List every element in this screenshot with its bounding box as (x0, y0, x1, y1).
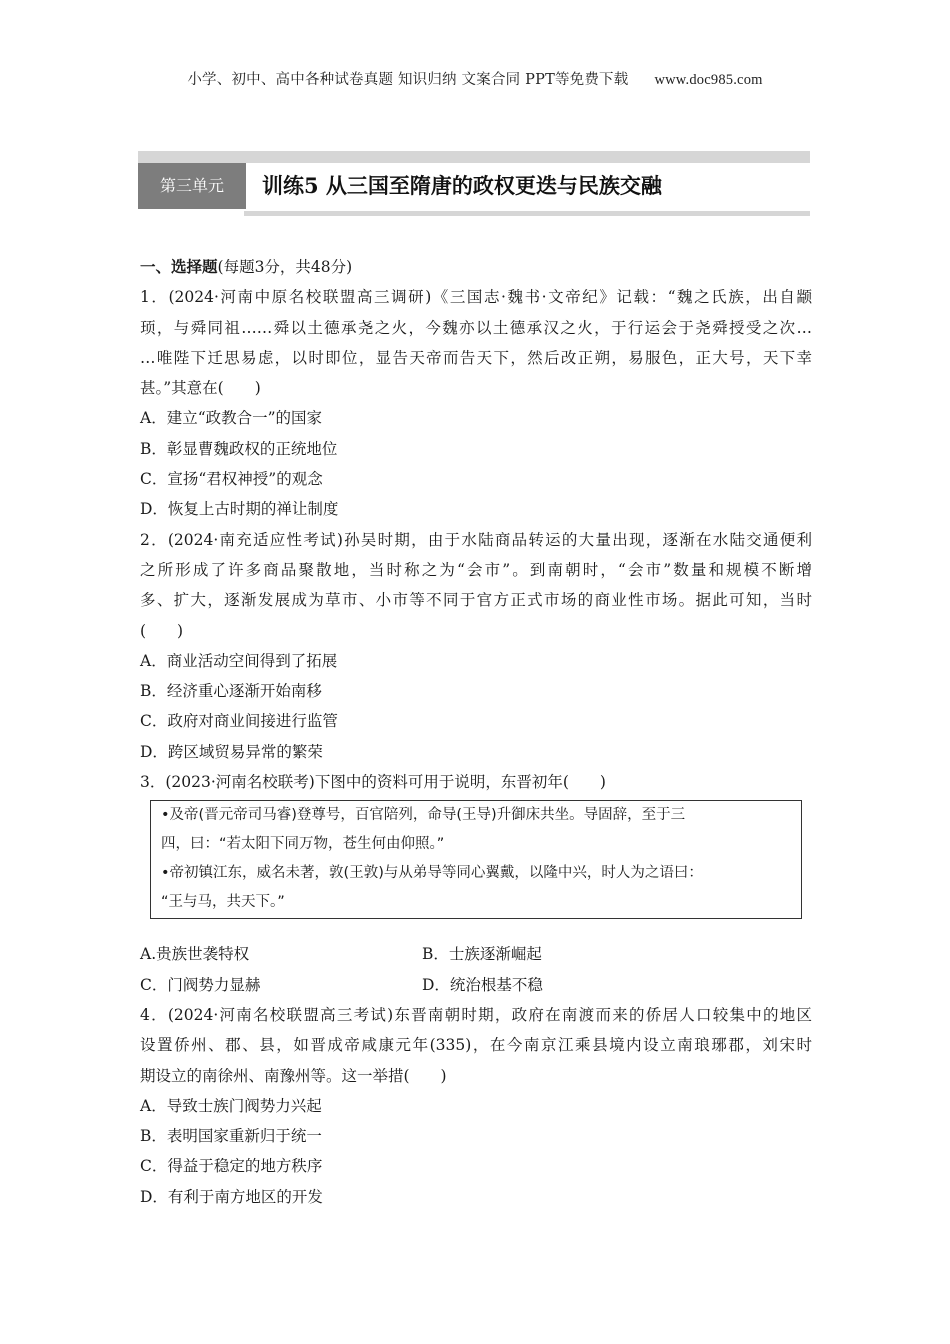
material-line: •帝初镇江东，威名未著，敦(王敦)与从弟导等同心翼戴，以隆中兴，时人为之语曰： (161, 865, 703, 882)
options-row (140, 939, 812, 969)
material-line: “王与马，共天下。” (161, 894, 285, 911)
question-stem-line: 4．(2024·河南名校联盟高三考试)东晋南朝时期，政府在南渡而来的侨居人口较集中的地区 (140, 1005, 812, 1024)
site-url-link[interactable]: www.doc985.com (654, 72, 763, 88)
option-c[interactable]: C．政府对商业间接进行监管 (140, 712, 338, 731)
question-4 (140, 1000, 812, 1212)
option-b[interactable]: B．表明国家重新归于统一 (140, 1127, 322, 1146)
unit-banner (138, 151, 810, 221)
section-heading (140, 252, 812, 282)
question-content (140, 252, 812, 1212)
question-stem-line: 设置侨州、郡、县，如晋成帝咸康元年(335)，在今南京江乘县境内设立南琅琊郡，刘宋时 (140, 1036, 812, 1055)
question-stem-line: 1．(2024·河南中原名校联盟高三调研)《三国志·魏书·文帝纪》记载：“魏之氏族，出自颛 (140, 288, 812, 307)
option-a[interactable]: A．建立“政教合一”的国家 (140, 409, 323, 428)
option-d[interactable]: D．恢复上古时期的禅让制度 (140, 500, 339, 519)
question-2 (140, 525, 812, 767)
question-stem-line: 2．(2024·南充适应性考试)孙吴时期，由于水陆商品转运的大量出现，逐渐在水陆交通便利 (140, 530, 812, 549)
option-c[interactable]: C．得益于稳定的地方秩序 (140, 1157, 323, 1176)
question-3 (140, 767, 812, 1000)
question-stem-line: 多、扩大，逐渐发展成为草市、小市等不同于官方正式市场的商业性市场。据此可知，当时 (140, 591, 812, 610)
options-row (140, 970, 812, 1000)
option-b[interactable]: B．经济重心逐渐开始南移 (140, 682, 322, 701)
section-note: (每题3分，共48分) (217, 258, 353, 276)
question-stem-line: 顼，与舜同祖……舜以土德承尧之火，今魏亦以土德承汉之火，于行运会于尧舜授受之次… (140, 318, 812, 337)
option-a[interactable]: A．导致士族门阀势力兴起 (140, 1096, 322, 1115)
unit-label: 第三单元 (138, 163, 246, 209)
option-b[interactable]: B．彰显曹魏政权的正统地位 (140, 439, 338, 458)
question-stem-line: 之所形成了许多商品聚散地，当时称之为“会市”。到南朝时，“会市”数量和规模不断增 (140, 560, 812, 579)
option-d[interactable]: D．跨区域贸易异常的繁荣 (140, 742, 323, 761)
site-header (0, 68, 950, 89)
source-material-box (150, 800, 802, 919)
option-b[interactable]: B．士族逐渐崛起 (422, 945, 542, 964)
option-a[interactable]: A．商业活动空间得到了拓展 (140, 651, 338, 670)
question-stem-line: 甚。”其意在( ) (140, 379, 261, 398)
banner-top-strip (138, 151, 810, 163)
option-c[interactable]: C．宣扬“君权神授”的观念 (140, 470, 323, 489)
question-1 (140, 282, 812, 524)
training-title: 训练5 从三国至隋唐的政权更迭与民族交融 (262, 173, 662, 198)
option-a[interactable]: A.贵族世袭特权 (140, 945, 250, 964)
section-title: 一、选择题 (140, 257, 218, 276)
option-d[interactable]: D．统治根基不稳 (422, 975, 543, 994)
question-stem-line: 3．(2023·河南名校联考)下图中的资料可用于说明，东晋初年( ) (140, 773, 606, 792)
option-c[interactable]: C．门阀势力显赫 (140, 975, 261, 994)
spacer (140, 919, 812, 939)
material-line: •及帝(晋元帝司马睿)登尊号，百官陪列，命导(王导)升御床共坐。导固辞，至于三 (161, 807, 686, 824)
question-stem-line: 期设立的南徐州、南豫州等。这一举措( ) (140, 1066, 447, 1085)
option-d[interactable]: D．有利于南方地区的开发 (140, 1187, 323, 1206)
site-header-text: 小学、初中、高中各种试卷真题 知识归纳 文案合同 PPT等免费下载 (187, 72, 629, 88)
question-stem-line: ( ) (140, 621, 184, 640)
material-line: 四，曰：“若太阳下同万物，苍生何由仰照。” (161, 836, 445, 853)
banner-bottom-strip (244, 211, 810, 216)
question-stem-line: …唯陛下迁思易虑，以时即位，显告天帝而告天下，然后改正朔，易服色，正大号，天下幸 (140, 348, 812, 367)
